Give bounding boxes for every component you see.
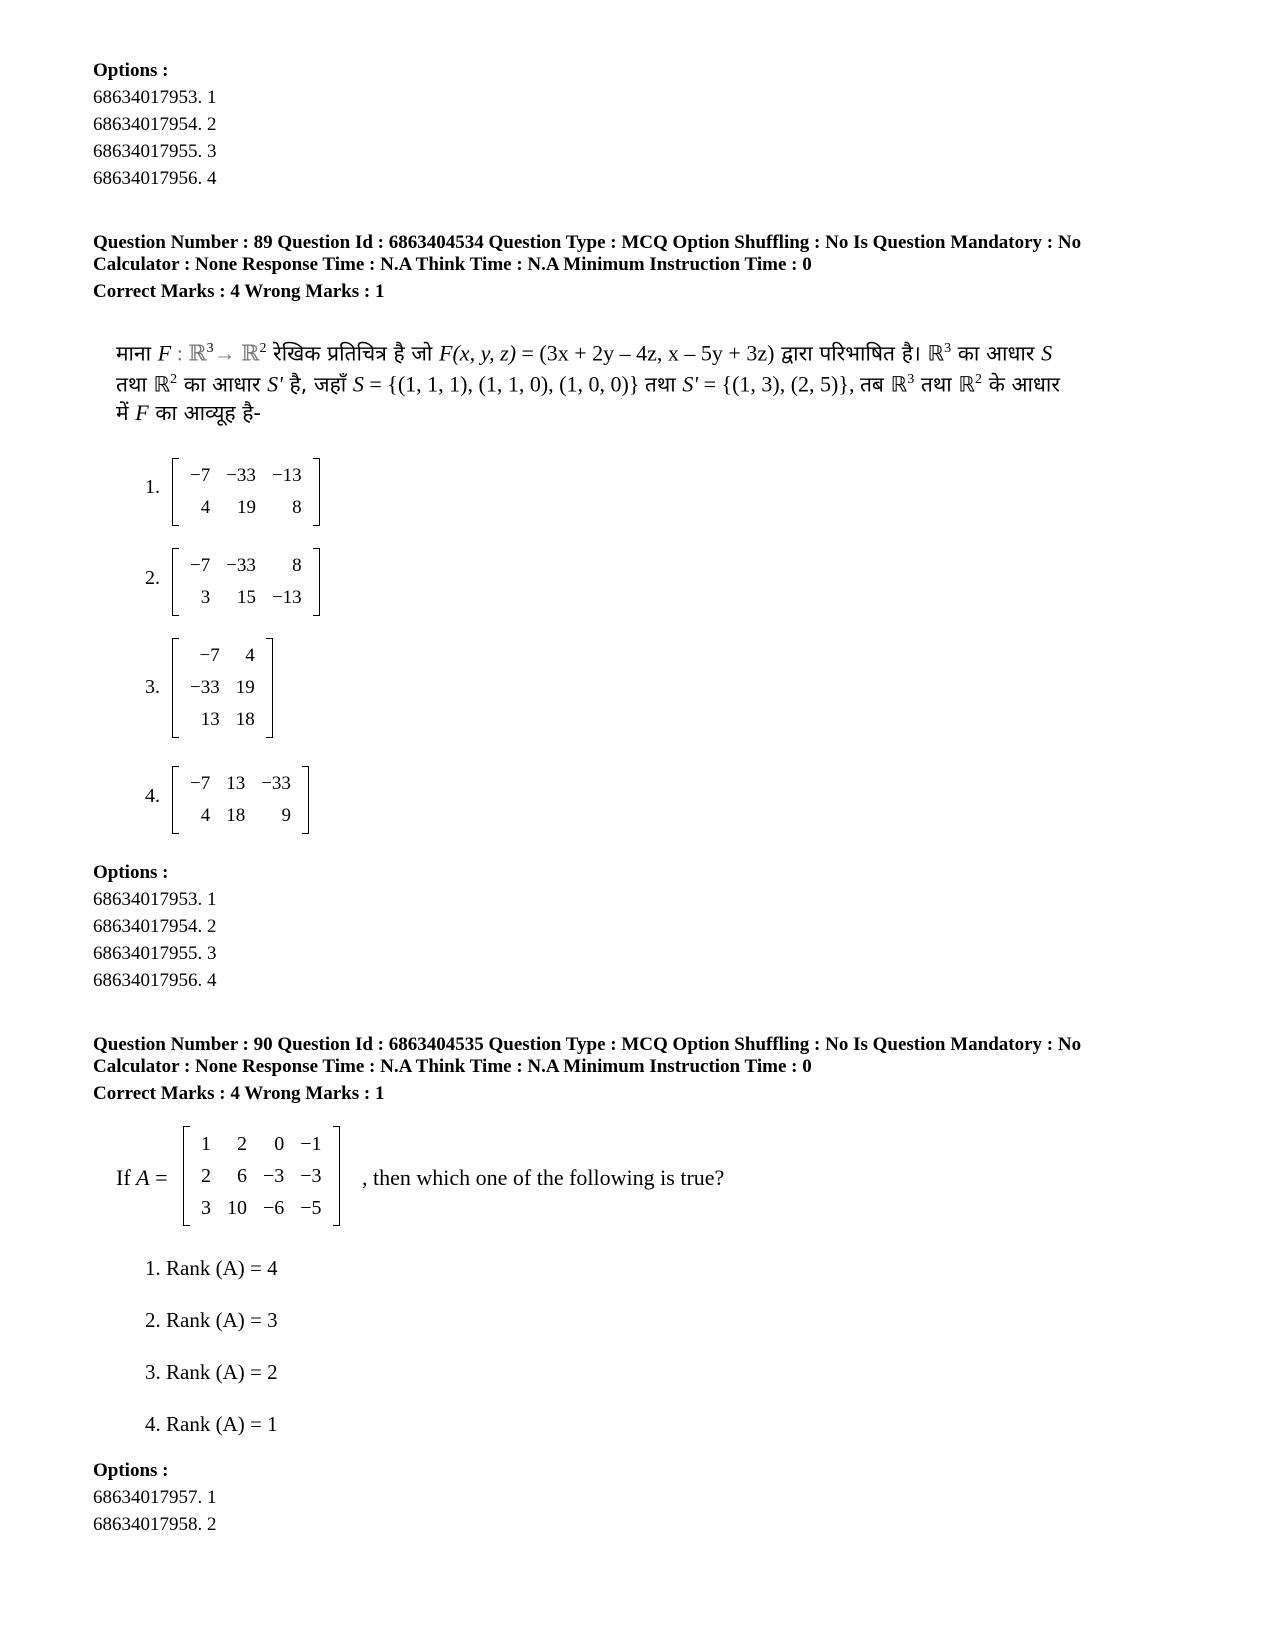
choice-matrix: −7 4 −33 19 13 18: [172, 638, 273, 738]
question-suffix: , then which one of the following is true?: [362, 1165, 725, 1190]
choice-matrix: −7 −33 8 3 15 −13: [172, 548, 320, 616]
option-line: 68634017956. 4: [93, 970, 217, 991]
question-matrix: 1 2 0 −1 2 6 −3 −3 3 10 −6 −5: [183, 1126, 340, 1226]
option-line: 68634017957. 1: [93, 1487, 217, 1508]
choice-text: 3. Rank (A) = 2: [145, 1360, 278, 1384]
question-marks: Correct Marks : 4 Wrong Marks : 1: [93, 1083, 385, 1104]
choice-number: 4.: [145, 785, 160, 807]
option-line: 68634017955. 3: [93, 141, 217, 162]
option-line: 68634017953. 1: [93, 87, 217, 108]
options-heading: Options :: [93, 60, 169, 81]
option-line: 68634017954. 2: [93, 916, 217, 937]
options-heading: Options :: [93, 862, 169, 883]
question-meta: Question Number : 90 Question Id : 6863404535 Question Type : MCQ Option Shuffling : No Is Question Mandatory : No: [93, 1034, 1082, 1055]
question-meta: Question Number : 89 Question Id : 6863404534 Question Type : MCQ Option Shuffling : No Is Question Mandatory : No: [93, 232, 1082, 253]
choice-text: 1. Rank (A) = 4: [145, 1256, 278, 1280]
question-meta: Calculator : None Response Time : N.A Think Time : N.A Minimum Instruction Time : 0: [93, 254, 812, 275]
question-text-line: माना F : ℝ$^3$→ ℝ$^2$ रेखिक प्रतिचित्र है जो F(x, y, z) = (3x + 2y – 4z, x – 5y + 3z) द्वारा परिभाषित है। ℝ$^3$ का आधार S: [116, 340, 1053, 366]
choice-number: 3.: [145, 676, 160, 698]
options-heading: Options :: [93, 1460, 169, 1481]
option-line: 68634017953. 1: [93, 889, 217, 910]
choice-matrix: −7 13 −33 4 18 9: [172, 766, 309, 834]
question-meta: Calculator : None Response Time : N.A Think Time : N.A Minimum Instruction Time : 0: [93, 1056, 812, 1077]
question-text-line: तथा ℝ$^2$ का आधार S' है, जहाँ S = {(1, 1, 1), (1, 1, 0), (1, 0, 0)} तथा S' = {(1, 3), (2, 5)}, तब ℝ$^3$ तथा ℝ$^2$ के आधार: [116, 371, 1060, 397]
question-marks: Correct Marks : 4 Wrong Marks : 1: [93, 281, 385, 302]
choice-matrix: −7 −33 −13 4 19 8: [172, 458, 320, 526]
option-line: 68634017955. 3: [93, 943, 217, 964]
question-text-line: में F का आव्यूह है-: [116, 400, 261, 425]
option-line: 68634017954. 2: [93, 114, 217, 135]
option-line: 68634017958. 2: [93, 1514, 217, 1535]
choice-number: 2.: [145, 567, 160, 589]
question-prefix: If A =: [116, 1165, 168, 1190]
choice-number: 1.: [145, 476, 160, 498]
choice-text: 2. Rank (A) = 3: [145, 1308, 278, 1332]
choice-text: 4. Rank (A) = 1: [145, 1412, 278, 1436]
option-line: 68634017956. 4: [93, 168, 217, 189]
